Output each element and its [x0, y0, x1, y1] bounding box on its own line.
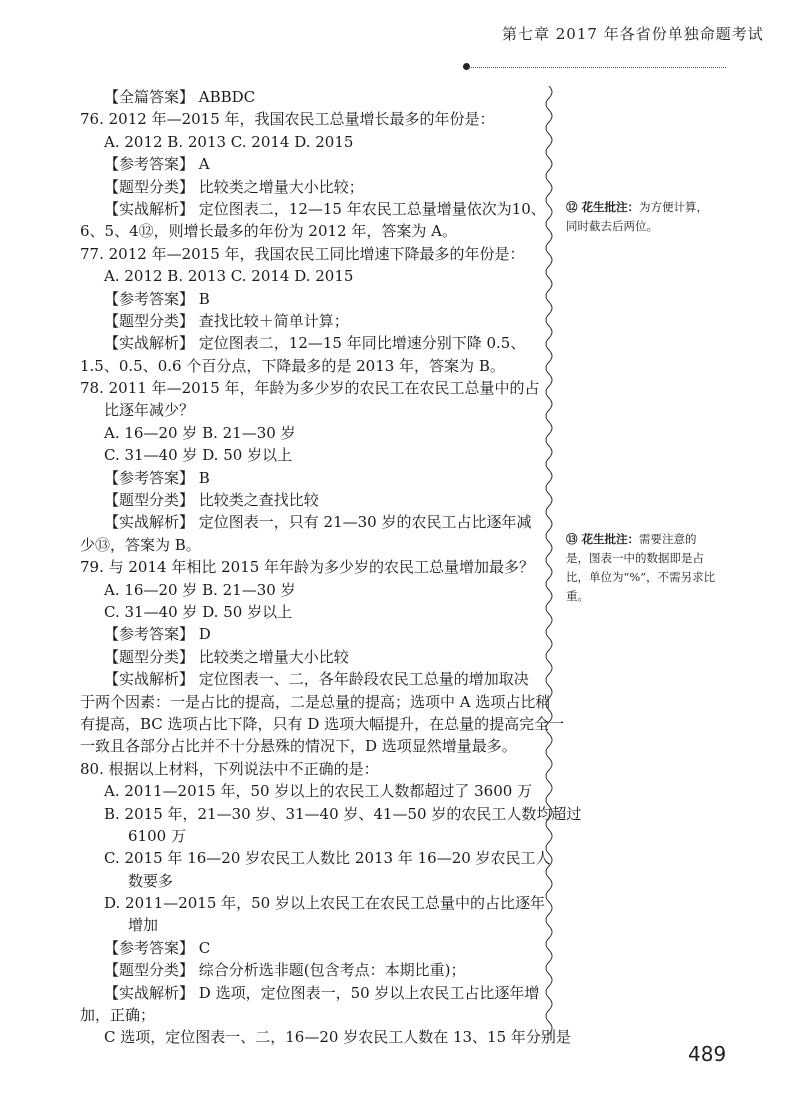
annotation-label: ⑬ 花生批注：: [566, 532, 640, 546]
text-line: 【题型分类】 比较类之查找比较: [104, 491, 319, 510]
text-line: A. 2012 B. 2013 C. 2014 D. 2015: [104, 267, 354, 286]
page-number: 489: [688, 1042, 727, 1066]
text-line: 增加: [128, 916, 159, 935]
text-line: C. 31—40 岁 D. 50 岁以上: [104, 602, 293, 621]
text-line: 数要多: [128, 871, 174, 890]
text-line: 【实战解析】 D 选项，定位图表一，50 岁以上农民工占比逐年增: [104, 983, 540, 1002]
text-line: 6100 万: [128, 826, 186, 845]
text-line: 一致且各部分占比并不十分悬殊的情况下，D 选项显然增量最多。: [80, 737, 517, 756]
header-rule: [468, 67, 726, 68]
text-line: D. 2011—2015 年，50 岁以上农民工在农民工总量中的占比逐年: [104, 894, 546, 913]
annotation-text: 需要注意的是，图表一中的数据即是占比，单位为“%”，不需另求比重。: [566, 532, 716, 603]
question-line: 76. 2012 年—2015 年，我国农民工总量增长最多的年份是：: [80, 110, 495, 129]
text-line: A. 16—20 岁 B. 21—30 岁: [104, 423, 296, 442]
annotation-12: [566, 198, 716, 236]
text-line: A. 16—20 岁 B. 21—30 岁: [104, 580, 296, 599]
text-line: 【实战解析】 定位图表二，12—15 年同比增速分别下降 0.5、: [104, 334, 526, 353]
text-line: 有提高，BC 选项占比下降，只有 D 选项大幅提升，在总量的提高完全一: [80, 714, 565, 733]
text-line: 【实战解析】 定位图表一，只有 21—30 岁的农民工占比逐年减: [104, 513, 532, 532]
text-line: 于两个因素：一是占比的提高，二是总量的提高；选项中 A 选项占比稍: [80, 692, 551, 711]
annotation-label: ⑫ 花生批注：: [566, 200, 640, 214]
text-line: A. 2011—2015 年，50 岁以上的农民工人数都超过了 3600 万: [104, 782, 533, 801]
text-line: 【全篇答案】 ABBDC: [104, 88, 256, 106]
question-line: 77. 2012 年—2015 年，我国农民工同比增速下降最多的年份是：: [80, 244, 525, 263]
text-line: 【参考答案】 D: [104, 625, 211, 644]
text-line: 比逐年减少？: [104, 401, 195, 420]
chapter-header: 第七章 2017 年各省份单独命题考试: [502, 25, 764, 43]
text-line: 加，正确；: [80, 1006, 156, 1025]
text-line: 【实战解析】 定位图表一、二，各年龄段农民工总量的增加取决: [104, 670, 529, 689]
text-line: 【参考答案】 A: [104, 155, 210, 174]
annotation-text: 为方便计算，同时截去后两位。: [566, 200, 709, 233]
text-line: C. 2015 年 16—20 岁农民工人数比 2013 年 16—20 岁农民工人: [104, 849, 551, 868]
text-line: 少⑬，答案为 B。: [80, 535, 201, 554]
text-line: A. 2012 B. 2013 C. 2014 D. 2015: [104, 132, 354, 151]
text-line: 【题型分类】 查找比较＋简单计算；: [104, 311, 349, 330]
text-line: 【题型分类】 比较类之增量大小比较: [104, 647, 349, 666]
text-line: C 选项，定位图表一、二，16—20 岁农民工人数在 13、15 年分别是: [104, 1028, 571, 1047]
question-line: 79. 与 2014 年相比 2015 年年龄为多少岁的农民工总量增加最多？: [80, 558, 535, 577]
text-line: 【实战解析】 定位图表二，12—15 年农民工总量增量依次为10、: [104, 199, 546, 218]
main-text: [80, 86, 582, 1049]
wavy-line: [546, 86, 552, 1036]
text-line: 【参考答案】 C: [104, 938, 211, 957]
question-line: 78. 2011 年—2015 年，年龄为多少岁的农民工在农民工总量中的占: [80, 379, 540, 398]
question-line: 80. 根据以上材料，下列说法中不正确的是：: [80, 759, 379, 778]
text-line: 【参考答案】 B: [104, 289, 210, 308]
annotation-13: [566, 530, 716, 606]
text-line: B. 2015 年，21—30 岁、31—40 岁、41—50 岁的农民工人数均超过: [104, 804, 582, 823]
text-line: 1.5、0.5、0.6 个百分点，下降最多的是 2013 年，答案为 B。: [80, 356, 505, 375]
text-line: 【题型分类】 比较类之增量大小比较；: [104, 177, 364, 196]
text-line: 6、5、4⑫，则增长最多的年份为 2012 年，答案为 A。: [80, 222, 457, 241]
text-line: 【题型分类】 综合分析选非题(包含考点：本期比重)；: [104, 961, 466, 980]
text-line: C. 31—40 岁 D. 50 岁以上: [104, 446, 293, 465]
text-line: 【参考答案】 B: [104, 468, 210, 487]
